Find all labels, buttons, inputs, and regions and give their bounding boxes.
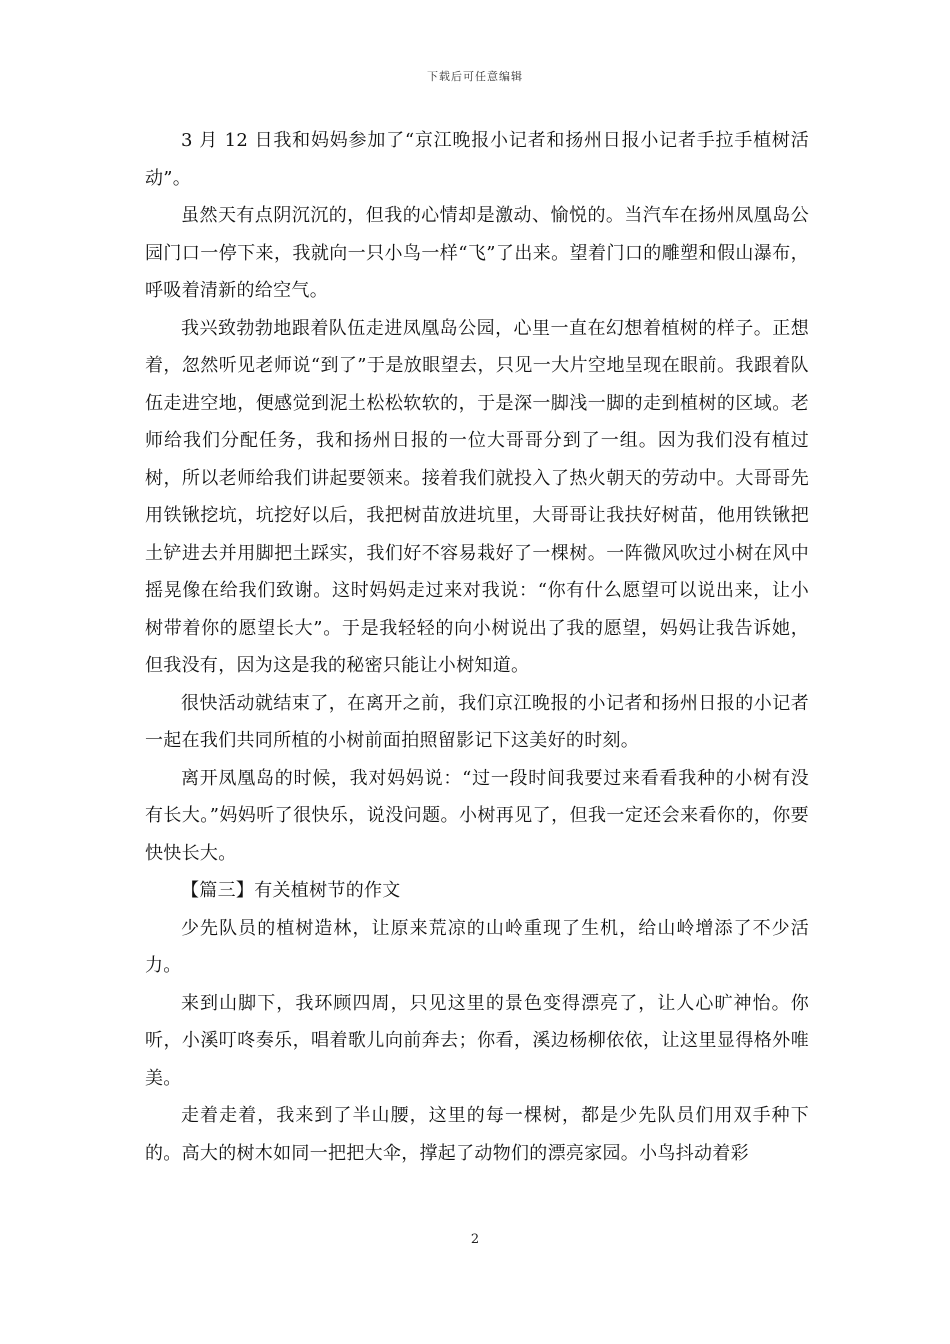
paragraph-farewell: 离开凤凰岛的时候，我对妈妈说：“过一段时间我要过来看看我种的小树有没有长大。”妈妈听了很快乐，说没问题。小树再见了，但我一定还会来看你的，你要快快长大。 — [145, 767, 809, 864]
page-number: 2 — [470, 1232, 480, 1247]
section-heading: 【篇三】有关植树节的作文 — [181, 880, 401, 901]
paragraph-pioneers: 少先队员的植树造林，让原来荒凉的山岭重现了生机，给山岭增添了不少活力。 — [145, 917, 809, 976]
paragraph-foothill: 来到山脚下，我环顾四周，只见这里的景色变得漂亮了，让人心旷神怡。你听，小溪叮咚奏乐，唱着歌儿向前奔去；你看，溪边杨柳依依，让这里显得格外唯美。 — [145, 992, 809, 1089]
paragraph-intro: 3 月 12 日我和妈妈参加了“京江晚报小记者和扬州日报小记者手拉手植树活动”。 — [145, 130, 809, 189]
paragraph-planting: 我兴致勃勃地跟着队伍走进凤凰岛公园，心里一直在幻想着植树的样子。正想着，忽然听见老师说“到了”于是放眼望去，只见一大片空地呈现在眼前。我跟着队伍走进空地，便感觉到泥土松松软软的，于是深一脚浅一脚的走到植树的区域。老师给我们分配任务，我和扬州日报的一位大哥哥分到了一组。因为我们没有植过树，所以老师给我们讲起要领来。接着我们就投入了热火朝天的劳动中。大哥哥先用铁锹挖坑，坑挖好以后，我把树苗放进坑里，大哥哥让我扶好树苗，他用铁锹把土铲进去并用脚把土踩实，我们好不容易栽好了一棵树。一阵微风吹过小树在风中摇晃像在给我们致谢。这时妈妈走过来对我说：“你有什么愿望可以说出来，让小树带着你的愿望长大”。于是我轻轻的向小树说出了我的愿望，妈妈让我告诉她，但我没有，因为这是我的秘密只能让小树知道。 — [145, 317, 809, 676]
header-note: 下载后可任意编辑 — [427, 70, 523, 83]
paragraph-photo: 很快活动就结束了，在离开之前，我们京江晚报的小记者和扬州日报的小记者一起在我们共同所植的小树前面拍照留影记下这美好的时刻。 — [145, 692, 809, 751]
paragraph-weather: 虽然天有点阴沉沉的，但我的心情却是激动、愉悦的。当汽车在扬州凤凰岛公园门口一停下来，我就向一只小鸟一样“飞”了出来。望着门口的雕塑和假山瀑布，呼吸着清新的给空气。 — [145, 205, 809, 301]
paragraph-hillside: 走着走着，我来到了半山腰，这里的每一棵树，都是少先队员们用双手种下的。高大的树木如同一把把大伞，撑起了动物们的漂亮家园。小鸟抖动着彩 — [145, 1105, 809, 1164]
document-body — [145, 122, 809, 1172]
